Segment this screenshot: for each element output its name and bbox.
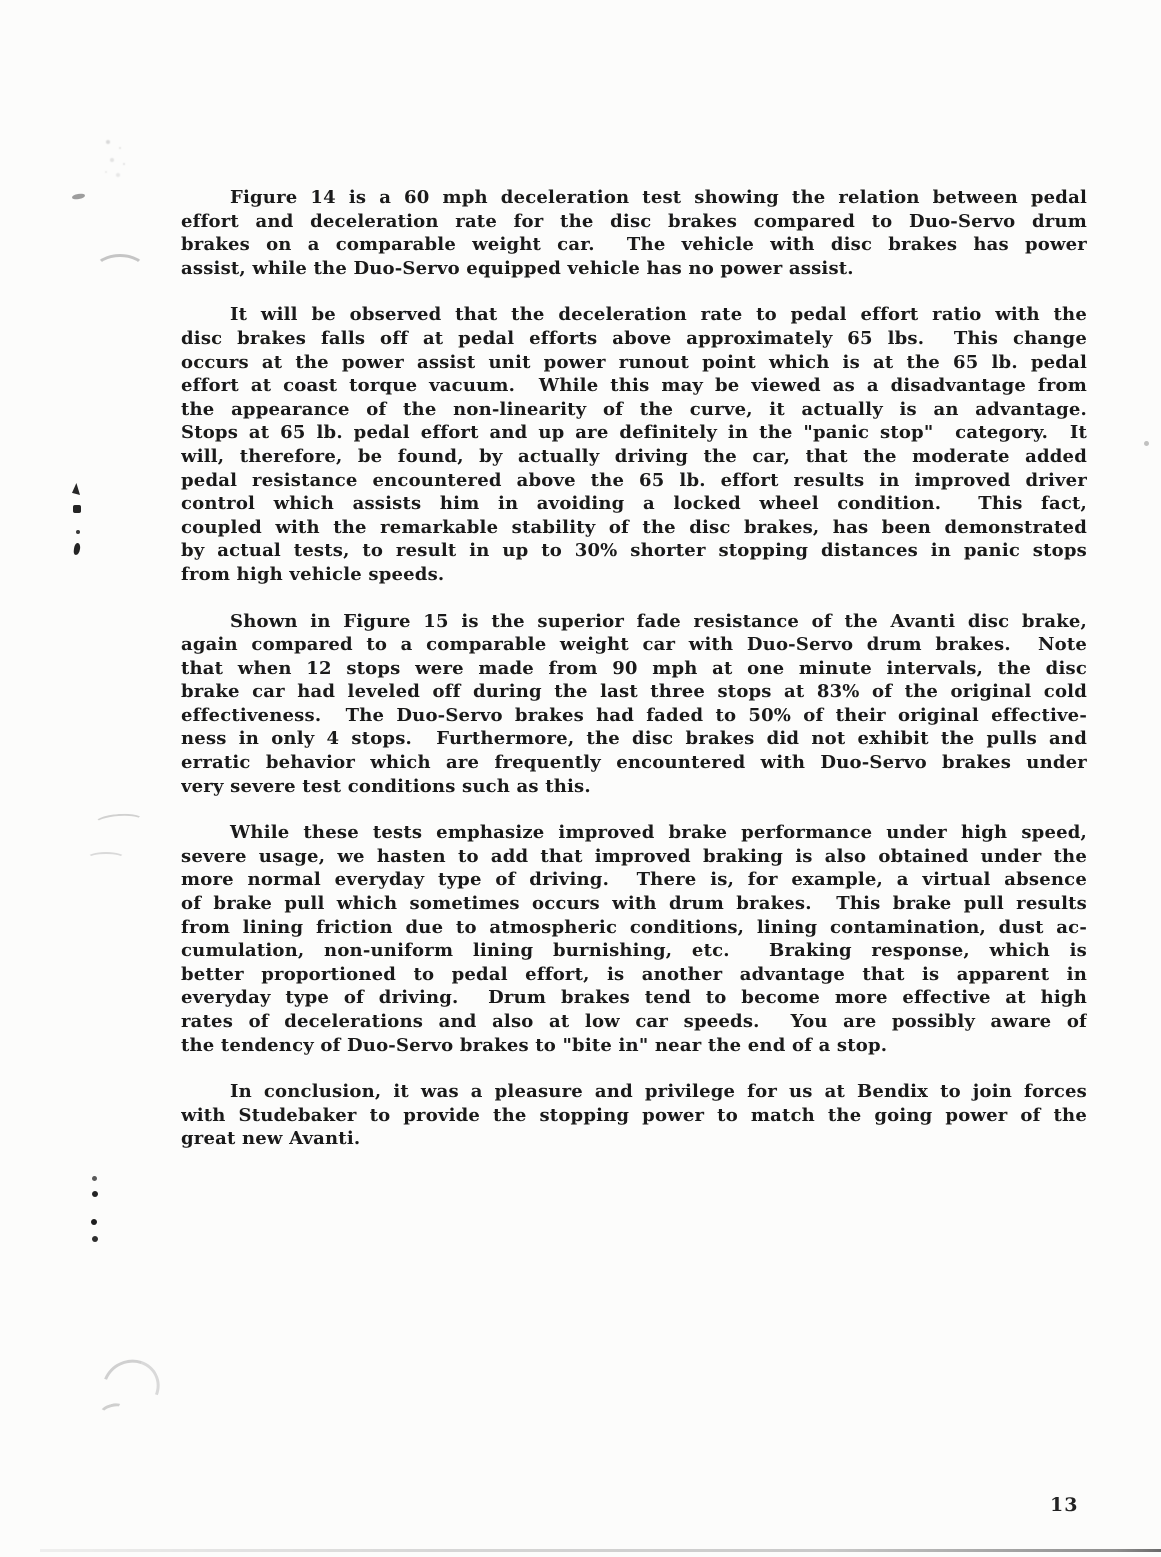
- margin-dot-mark: [91, 1219, 97, 1225]
- paragraph: [181, 610, 1087, 799]
- margin-dot-mark: [92, 1176, 97, 1181]
- margin-arc-mark-bottom: [93, 1350, 168, 1423]
- text-line: from lining friction due to atmospheric conditions, lining contamination, dust ac-: [181, 916, 1087, 938]
- text-line: It will be observed that the deceleration rate to pedal effort ratio with the: [230, 304, 1087, 326]
- text-line: coupled with the remarkable stability of the disc brakes, has been demonstrated: [181, 516, 1087, 538]
- text-line: effort at coast torque vacuum. While this may be viewed as a disadvantage from: [181, 375, 1087, 397]
- margin-dot-mark: [92, 1236, 98, 1242]
- text-line: ness in only 4 stops. Furthermore, the disc brakes did not exhibit the pulls and: [181, 728, 1087, 750]
- text-line: better proportioned to pedal effort, is another advantage that is apparent in: [181, 963, 1087, 985]
- text-line: Stops at 65 lb. pedal effort and up are definitely in the "panic stop" category. It: [181, 422, 1087, 444]
- text-line: with Studebaker to provide the stopping power to match the going power of the: [181, 1104, 1087, 1126]
- margin-tick-mark: [73, 543, 81, 556]
- text-line: the appearance of the non-linearity of the curve, it actually is an advantage.: [181, 398, 1087, 420]
- margin-squiggle-mark: [94, 812, 145, 831]
- text-line: brakes on a comparable weight car. The vehicle with disc brakes has power: [181, 234, 1087, 256]
- text-line: assist, while the Duo-Servo equipped vehicle has no power assist.: [181, 257, 854, 279]
- pencil-smudge-mark: [92, 138, 130, 180]
- text-line: everyday type of driving. Drum brakes tend to become more effective at high: [181, 987, 1087, 1009]
- text-line: more normal everyday type of driving. There is, for example, a virtual absence: [181, 869, 1087, 891]
- text-line: of brake pull which sometimes occurs with drum brakes. This brake pull results: [181, 893, 1087, 915]
- text-line: erratic behavior which are frequently encountered with Duo-Servo brakes under: [181, 752, 1087, 774]
- text-block: [181, 186, 1087, 1174]
- text-line: While these tests emphasize improved brake performance under high speed,: [230, 822, 1087, 844]
- paragraph: [181, 186, 1087, 280]
- text-line: Shown in Figure 15 is the superior fade resistance of the Avanti disc brake,: [230, 610, 1087, 632]
- text-line: that when 12 stops were made from 90 mph at one minute intervals, the disc: [181, 657, 1087, 679]
- text-line: from high vehicle speeds.: [181, 563, 445, 585]
- text-line: pedal resistance encountered above the 65 lb. effort results in improved driver: [181, 469, 1087, 491]
- text-line: In conclusion, it was a pleasure and privilege for us at Bendix to join forces: [230, 1081, 1087, 1103]
- text-line: occurs at the power assist unit power runout point which is at the 65 lb. pedal: [181, 351, 1087, 373]
- text-line: effort and deceleration rate for the disc brakes compared to Duo-Servo drum: [181, 210, 1087, 232]
- text-line: very severe test conditions such as this.: [181, 775, 591, 797]
- margin-dot-mark: [92, 1191, 98, 1197]
- paragraph: [181, 821, 1087, 1057]
- paragraph: [181, 303, 1087, 586]
- scan-edge-line: [40, 1549, 1161, 1552]
- text-line: great new Avanti.: [181, 1128, 361, 1150]
- text-line: effectiveness. The Duo-Servo brakes had faded to 50% of their original effective-: [181, 704, 1087, 726]
- margin-tick-mark: [73, 505, 81, 513]
- text-line: the tendency of Duo-Servo brakes to "bite in" near the end of a stop.: [181, 1034, 888, 1056]
- text-line: control which assists him in avoiding a locked wheel condition. This fact,: [181, 493, 1087, 515]
- paragraph: [181, 1080, 1087, 1151]
- margin-arc-mark-top: [94, 254, 146, 286]
- margin-dash-mark: [72, 193, 86, 200]
- text-line: disc brakes falls off at pedal efforts above approximately 65 lbs. This change: [181, 327, 1087, 349]
- page-number: 13: [1050, 1494, 1079, 1516]
- text-line: by actual tests, to result in up to 30% shorter stopping distances in panic stops: [181, 540, 1087, 562]
- text-line: cumulation, non-uniform lining burnishing, etc. Braking response, which is: [181, 940, 1087, 962]
- margin-arc-dash-mark: [99, 1401, 125, 1419]
- text-line: will, therefore, be found, by actually driving the car, that the moderate added: [181, 445, 1087, 467]
- text-line: brake car had leveled off during the last three stops at 83% of the original cold: [181, 681, 1087, 703]
- scan-speck-mark: [1144, 441, 1149, 446]
- text-line: rates of decelerations and also at low car speeds. You are possibly aware of: [181, 1011, 1087, 1032]
- margin-squiggle-mark: [87, 852, 125, 864]
- margin-tick-mark: [76, 530, 80, 534]
- text-line: again compared to a comparable weight car with Duo-Servo drum brakes. Note: [181, 634, 1087, 656]
- margin-tick-mark: [72, 483, 80, 495]
- text-line: Figure 14 is a 60 mph deceleration test showing the relation between pedal: [230, 187, 1087, 208]
- text-line: severe usage, we hasten to add that improved braking is also obtained under the: [181, 845, 1087, 867]
